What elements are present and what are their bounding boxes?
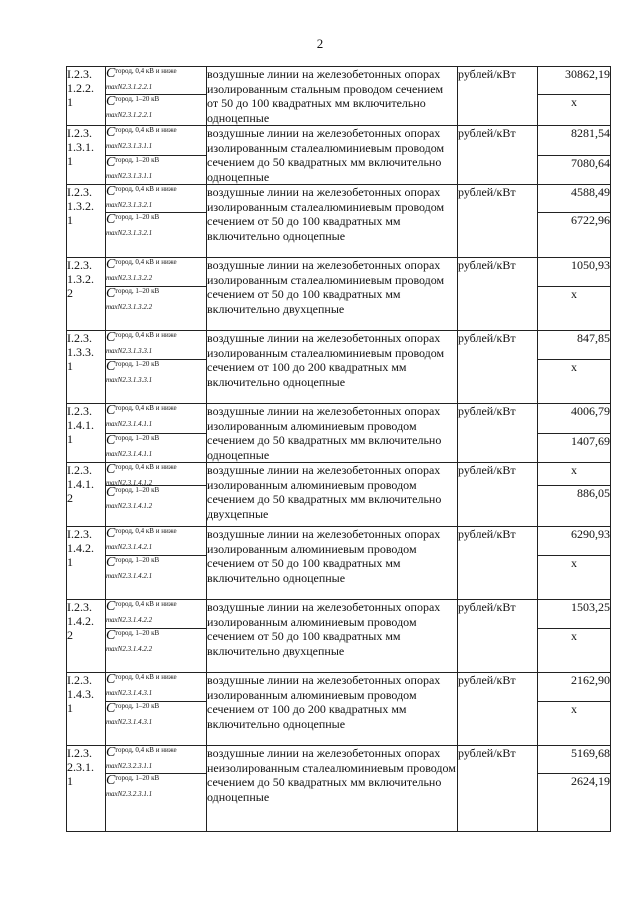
table-row <box>67 67 611 95</box>
row-code-line: 1.3.2. <box>67 272 94 286</box>
tariff-symbol-cell <box>106 331 207 360</box>
tariff-symbol-letter: C <box>106 701 116 716</box>
tariff-symbol-cell <box>106 486 207 527</box>
row-code-cell <box>67 673 106 746</box>
tariff-symbol-subscript: maxN2.3.1.3.2.2 <box>106 303 153 311</box>
tariff-symbol-subscript: maxN2.3.1.4.1.1 <box>106 420 153 428</box>
tariff-symbol-superscript: город, 0,4 кВ и ниже <box>115 67 177 75</box>
tariff-value-cell: x <box>538 556 611 600</box>
tariff-symbol-superscript: город, 1–20 кВ <box>115 629 160 637</box>
tariff-symbol-subscript: maxN2.3.1.4.3.1 <box>106 689 153 697</box>
table-row <box>67 463 611 486</box>
row-unit-cell: рублей/кВт <box>458 746 538 832</box>
tariff-symbol-superscript: город, 0,4 кВ и ниже <box>115 126 177 134</box>
tariff-symbol-subscript: maxN2.3.1.4.2.1 <box>106 543 153 551</box>
row-description-cell: воздушные линии на железобетонных опорах изолированным сталеалюминиевым проводом сечением от 50 до 100 квадратных мм включительно двухцепные <box>207 258 458 331</box>
tariff-symbol-cell <box>106 67 207 95</box>
row-code-line: 1 <box>67 95 73 109</box>
tariff-symbol-cell <box>106 360 207 404</box>
tariff-symbol-cell <box>106 126 207 156</box>
tariff-symbol-superscript: город, 0,4 кВ и ниже <box>115 331 177 339</box>
row-code-cell <box>67 331 106 404</box>
tariff-value-cell: x <box>538 95 611 126</box>
row-description-cell: воздушные линии на железобетонных опорах неизолированным сталеалюминиевым проводом сечением до 50 квадратных мм включительно одноцепные <box>207 746 458 832</box>
row-code-line: I.2.3. <box>67 126 92 140</box>
tariff-symbol-letter: C <box>106 257 116 272</box>
tariff-symbol-subscript: maxN2.3.2.3.1.1 <box>106 790 153 798</box>
tariff-symbol-letter: C <box>106 330 116 345</box>
row-code-line: 1 <box>67 432 73 446</box>
tariff-symbol-subscript: maxN2.3.1.4.1.1 <box>106 449 153 458</box>
tariff-value-cell: x <box>538 702 611 746</box>
tariff-symbol-letter: C <box>106 359 116 374</box>
tariff-value-cell: x <box>538 360 611 404</box>
table-row <box>67 673 611 702</box>
row-code-cell <box>67 404 106 463</box>
tariff-symbol-superscript: город, 0,4 кВ и ниже <box>115 404 177 412</box>
tariff-symbol-cell <box>106 433 207 463</box>
tariff-value-cell: x <box>538 463 611 486</box>
tariff-symbol-subscript: maxN2.3.1.2.2.1 <box>106 83 153 91</box>
tariff-value-cell: 886,05 <box>538 486 611 527</box>
row-description-cell: воздушные линии на железобетонных опорах изолированным сталеалюминиевым проводом сечением до 50 квадратных мм включительно одноцепные <box>207 126 458 185</box>
tariff-symbol-superscript: город, 0,4 кВ и ниже <box>115 746 177 754</box>
tariff-symbol-letter: C <box>106 628 116 643</box>
row-code-line: I.2.3. <box>67 746 92 760</box>
row-description-cell: воздушные линии на железобетонных опорах изолированным алюминиевым проводом сечением до 50 квадратных мм включительно двухцепные <box>207 463 458 527</box>
row-unit-cell: рублей/кВт <box>458 404 538 463</box>
row-unit-cell: рублей/кВт <box>458 67 538 126</box>
row-code-line: 1 <box>67 774 73 788</box>
row-code-line: I.2.3. <box>67 258 92 272</box>
tariff-value-cell: 5169,68 <box>538 746 611 774</box>
tariff-value-cell: 6722,96 <box>538 213 611 258</box>
row-code-line: 2.3.1. <box>67 760 94 774</box>
row-code-line: 1.3.2. <box>67 199 94 213</box>
row-code-line: 1.4.1. <box>67 477 94 491</box>
tariff-symbol-superscript: город, 0,4 кВ и ниже <box>115 185 177 193</box>
tariff-symbol-letter: C <box>106 432 116 448</box>
tariff-symbol-subscript: maxN2.3.1.3.1.1 <box>106 171 153 180</box>
row-code-line: 1.4.3. <box>67 687 94 701</box>
tariff-symbol-letter: C <box>106 154 116 170</box>
row-code-line: 1.3.1. <box>67 140 94 154</box>
table-row <box>67 527 611 556</box>
row-code-line: 1.4.2. <box>67 614 94 628</box>
tariff-symbol-superscript: город, 1–20 кВ <box>115 486 160 494</box>
tariff-value-cell: x <box>538 629 611 673</box>
row-code-line: I.2.3. <box>67 527 92 541</box>
tariff-symbol-subscript: maxN2.3.1.3.3.1 <box>106 347 153 355</box>
tariff-symbol-cell <box>106 95 207 126</box>
row-code-line: 1 <box>67 701 73 715</box>
page-number: 2 <box>316 36 324 51</box>
table-row <box>67 404 611 434</box>
tariff-symbol-cell <box>106 287 207 331</box>
tariff-value-cell: x <box>538 287 611 331</box>
row-unit-cell: рублей/кВт <box>458 600 538 673</box>
row-code-line: 2 <box>67 628 73 642</box>
row-description-cell: воздушные линии на железобетонных опорах изолированным алюминиевым проводом сечением от 50 до 100 квадратных мм включительно одноцепные <box>207 527 458 600</box>
row-code-line: I.2.3. <box>67 331 92 345</box>
tariff-symbol-cell <box>106 600 207 629</box>
tariff-symbol-letter: C <box>106 773 116 788</box>
tariff-symbol-letter: C <box>106 485 116 500</box>
table-row <box>67 600 611 629</box>
tariff-value-cell: 4588,49 <box>538 185 611 213</box>
tariff-symbol-subscript: maxN2.3.1.4.2.2 <box>106 645 153 653</box>
table-row <box>67 331 611 360</box>
tariff-value-cell: 6290,93 <box>538 527 611 556</box>
row-code-cell <box>67 185 106 258</box>
tariff-symbol-letter: C <box>106 66 116 81</box>
tariff-symbol-subscript: maxN2.3.1.2.2.1 <box>106 111 153 120</box>
tariff-symbol-letter: C <box>106 462 116 477</box>
tariff-value-cell: 2162,90 <box>538 673 611 702</box>
row-code-cell <box>67 527 106 600</box>
tariff-symbol-subscript: maxN2.3.1.4.2.2 <box>106 616 153 624</box>
tariff-symbol-superscript: город, 1–20 кВ <box>115 213 160 221</box>
tariff-symbol-superscript: город, 1–20 кВ <box>115 774 160 782</box>
tariff-symbol-cell <box>106 774 207 832</box>
row-description-cell: воздушные линии на железобетонных опорах изолированным стальным проводом сечением от 50 до 100 квадратных мм включительно одноцепные <box>207 67 458 126</box>
tariff-symbol-superscript: город, 0,4 кВ и ниже <box>115 463 177 471</box>
tariff-symbol-letter: C <box>106 555 116 570</box>
tariff-symbol-letter: C <box>106 125 116 140</box>
tariff-symbol-superscript: город, 0,4 кВ и ниже <box>115 258 177 266</box>
tariff-symbol-superscript: город, 0,4 кВ и ниже <box>115 600 177 608</box>
table-row <box>67 185 611 213</box>
tariff-symbol-subscript: maxN2.3.1.3.2.1 <box>106 201 153 209</box>
row-code-line: 1.4.2. <box>67 541 94 555</box>
row-code-line: I.2.3. <box>67 404 92 418</box>
tariff-symbol-superscript: город, 1–20 кВ <box>115 155 160 164</box>
tariff-symbol-cell <box>106 404 207 434</box>
tariff-symbol-cell <box>106 213 207 258</box>
tariff-symbol-superscript: город, 1–20 кВ <box>115 95 160 104</box>
tariff-symbol-cell <box>106 629 207 673</box>
tariff-symbol-subscript: maxN2.3.1.3.2.2 <box>106 274 153 282</box>
row-code-cell <box>67 67 106 126</box>
row-code-cell <box>67 463 106 527</box>
tariff-symbol-subscript: maxN2.3.1.4.1.2 <box>106 502 153 510</box>
table-row <box>67 746 611 774</box>
tariff-symbol-cell <box>106 155 207 185</box>
row-description-cell: воздушные линии на железобетонных опорах изолированным алюминиевым проводом сечением до 50 квадратных мм включительно одноцепные <box>207 404 458 463</box>
row-unit-cell: рублей/кВт <box>458 673 538 746</box>
tariff-symbol-superscript: город, 1–20 кВ <box>115 433 160 442</box>
tariff-value-cell: 1050,93 <box>538 258 611 287</box>
tariff-symbol-letter: C <box>106 286 116 301</box>
tariff-symbol-cell <box>106 673 207 702</box>
table-row <box>67 258 611 287</box>
tariff-symbol-letter: C <box>106 599 116 614</box>
tariff-symbol-subscript: maxN2.3.1.3.2.1 <box>106 229 153 237</box>
row-code-line: 1.4.1. <box>67 418 94 432</box>
tariff-symbol-superscript: город, 1–20 кВ <box>115 702 160 710</box>
row-description-cell: воздушные линии на железобетонных опорах изолированным алюминиевым проводом сечением от 50 до 100 квадратных мм включительно двухцепные <box>207 600 458 673</box>
row-code-line: I.2.3. <box>67 67 92 81</box>
tariff-value-cell: 30862,19 <box>538 67 611 95</box>
table-row <box>67 126 611 156</box>
row-code-line: 2 <box>67 286 73 300</box>
row-unit-cell: рублей/кВт <box>458 126 538 185</box>
tariff-symbol-letter: C <box>106 212 116 227</box>
row-unit-cell: рублей/кВт <box>458 527 538 600</box>
tariff-value-cell: 1503,25 <box>538 600 611 629</box>
row-code-line: 1 <box>67 359 73 373</box>
tariff-symbol-cell <box>106 746 207 774</box>
row-code-cell <box>67 258 106 331</box>
tariff-symbol-superscript: город, 0,4 кВ и ниже <box>115 673 177 681</box>
row-unit-cell: рублей/кВт <box>458 185 538 258</box>
tariff-table <box>66 66 611 832</box>
tariff-value-cell: 2624,19 <box>538 774 611 832</box>
tariff-symbol-cell <box>106 463 207 486</box>
tariff-symbol-cell <box>106 556 207 600</box>
tariff-symbol-cell <box>106 185 207 213</box>
row-code-line: I.2.3. <box>67 463 92 477</box>
tariff-symbol-superscript: город, 1–20 кВ <box>115 360 160 368</box>
row-unit-cell: рублей/кВт <box>458 258 538 331</box>
tariff-symbol-superscript: город, 1–20 кВ <box>115 287 160 295</box>
row-code-line: I.2.3. <box>67 600 92 614</box>
tariff-symbol-subscript: maxN2.3.1.4.1.2 <box>106 479 153 487</box>
tariff-symbol-subscript: maxN2.3.1.3.1.1 <box>106 142 153 150</box>
row-description-cell: воздушные линии на железобетонных опорах изолированным сталеалюминиевым проводом сечением от 100 до 200 квадратных мм включительно одноцепные <box>207 331 458 404</box>
row-code-line: 1.2.2. <box>67 81 94 95</box>
row-code-line: 2 <box>67 491 73 505</box>
tariff-symbol-subscript: maxN2.3.1.3.3.1 <box>106 376 153 384</box>
tariff-value-cell: 4006,79 <box>538 404 611 434</box>
tariff-symbol-letter: C <box>106 672 116 687</box>
row-description-cell: воздушные линии на железобетонных опорах изолированным сталеалюминиевым проводом сечением от 50 до 100 квадратных мм включительно одноцепные <box>207 185 458 258</box>
tariff-symbol-subscript: maxN2.3.1.4.3.1 <box>106 718 153 726</box>
tariff-symbol-subscript: maxN2.3.1.4.2.1 <box>106 572 153 580</box>
tariff-symbol-cell <box>106 702 207 746</box>
tariff-symbol-cell <box>106 527 207 556</box>
row-description-cell: воздушные линии на железобетонных опорах изолированным алюминиевым проводом сечением от 100 до 200 квадратных мм включительно одноцепные <box>207 673 458 746</box>
row-unit-cell: рублей/кВт <box>458 463 538 527</box>
tariff-value-cell: 1407,69 <box>538 433 611 463</box>
tariff-symbol-letter: C <box>106 745 116 760</box>
row-unit-cell: рублей/кВт <box>458 331 538 404</box>
tariff-symbol-cell <box>106 258 207 287</box>
tariff-symbol-letter: C <box>106 184 116 199</box>
row-code-line: I.2.3. <box>67 673 92 687</box>
row-code-cell <box>67 126 106 185</box>
tariff-value-cell: 8281,54 <box>538 126 611 156</box>
tariff-table-body <box>67 67 611 832</box>
tariff-symbol-superscript: город, 1–20 кВ <box>115 556 160 564</box>
row-code-line: 1.3.3. <box>67 345 94 359</box>
row-code-line: I.2.3. <box>67 185 92 199</box>
tariff-value-cell: 847,85 <box>538 331 611 360</box>
tariff-symbol-subscript: maxN2.3.2.3.1.1 <box>106 762 153 770</box>
tariff-symbol-letter: C <box>106 94 116 110</box>
row-code-line: 1 <box>67 213 73 227</box>
tariff-symbol-superscript: город, 0,4 кВ и ниже <box>115 527 177 535</box>
row-code-line: 1 <box>67 154 73 168</box>
tariff-symbol-letter: C <box>106 526 116 541</box>
tariff-value-cell: 7080,64 <box>538 155 611 185</box>
row-code-cell <box>67 746 106 832</box>
tariff-symbol-letter: C <box>106 403 116 418</box>
row-code-cell <box>67 600 106 673</box>
row-code-line: 1 <box>67 555 73 569</box>
